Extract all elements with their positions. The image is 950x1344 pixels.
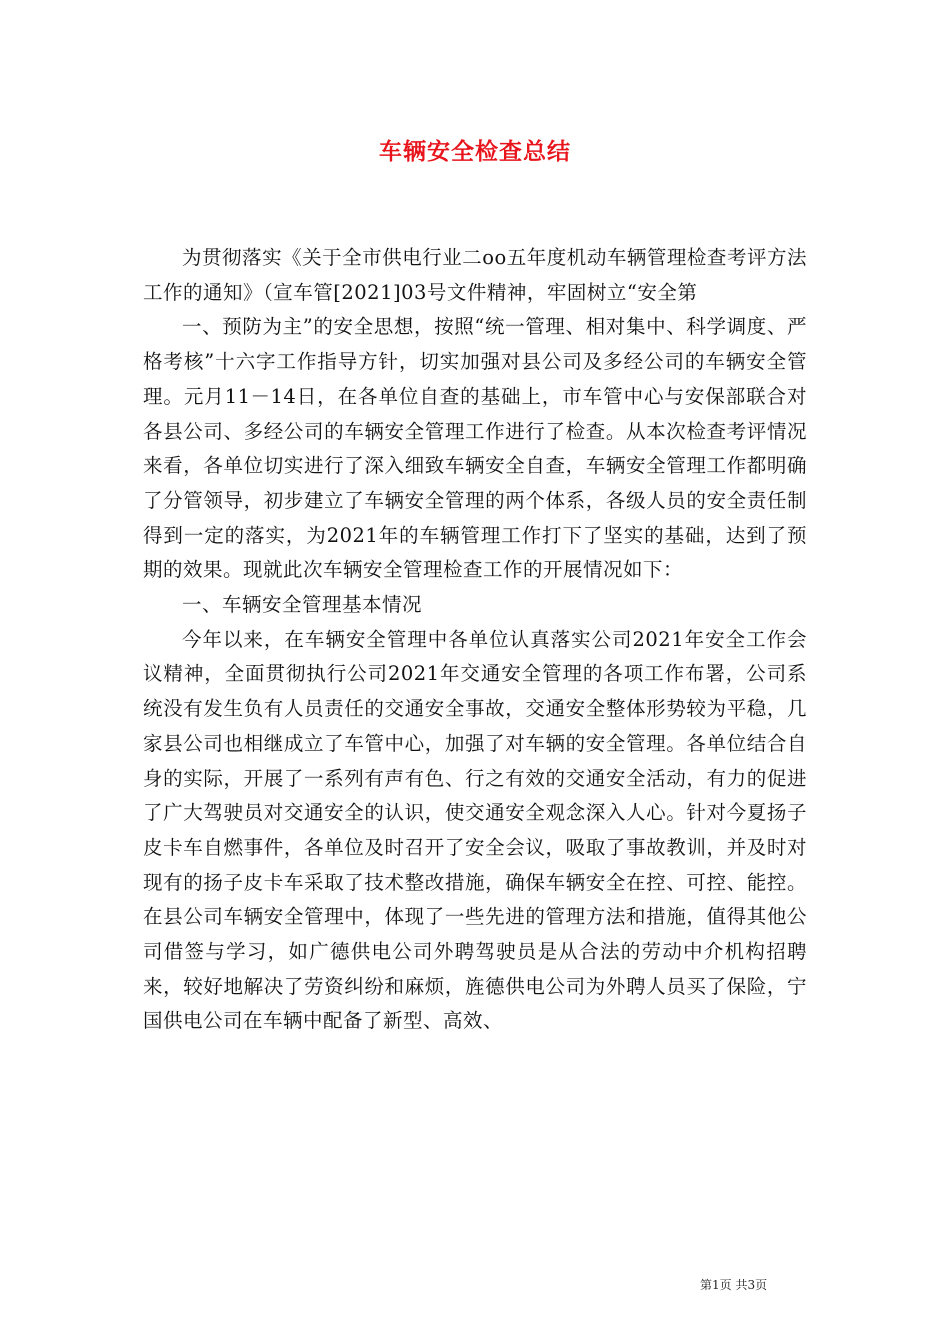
page-number: 第1页 共3页 [700,1278,768,1292]
paragraph: 一、预防为主”的安全思想，按照“统一管理、相对集中、科学调度、严格考核”十六字工作指导方针，切实加强对县公司及多经公司的车辆安全管理。元月11－14日，在各单位自查的基础上，市车管中心与安保部联合对各县公司、多经公司的车辆安全管理工作进行了检查。从本次检查考评情况来看，各单位切实进行了深入细致车辆安全自查，车辆安全管理工作都明确了分管领导，初步建立了车辆安全管理的两个体系，各级人员的安全责任制得到一定的落实，为2021年的车辆管理工作打下了坚实的基础，达到了预期的效果。现就此次车辆安全管理检查工作的开展情况如下： [143,315,807,582]
paragraph: 为贯彻落实《关于全市供电行业二oo五年度机动车辆管理检查考评方法工作的通知》（宣车管[2021]03号文件精神，牢固树立“安全第 [143,246,807,304]
section-heading: 一、车辆安全管理基本情况 [182,593,423,617]
document-title: 车辆安全检查总结 [379,139,571,165]
document-body [143,241,807,1039]
paragraph: 今年以来，在车辆安全管理中各单位认真落实公司2021年安全工作会议精神，全面贯彻执行公司2021年交通安全管理的各项工作布署，公司系统没有发生负有人员责任的交通安全事故，交通安全整体形势较为平稳，几家县公司也相继成立了车管中心，加强了对车辆的安全管理。各单位结合自身的实际，开展了一系列有声有色、行之有效的交通安全活动，有力的促进了广大驾驶员对交通安全的认识，使交通安全观念深入人心。针对今夏扬子皮卡车自燃事件，各单位及时召开了安全会议，吸取了事故教训，并及时对现有的扬子皮卡车采取了技术整改措施，确保车辆安全在控、可控、能控。在县公司车辆安全管理中，体现了一些先进的管理方法和措施，值得其他公司借签与学习，如广德供电公司外聘驾驶员是从合法的劳动中介机构招聘来，较好地解决了劳资纠纷和麻烦，旌德供电公司为外聘人员买了保险，宁国供电公司在车辆中配备了新型、高效、 [143,627,807,1033]
